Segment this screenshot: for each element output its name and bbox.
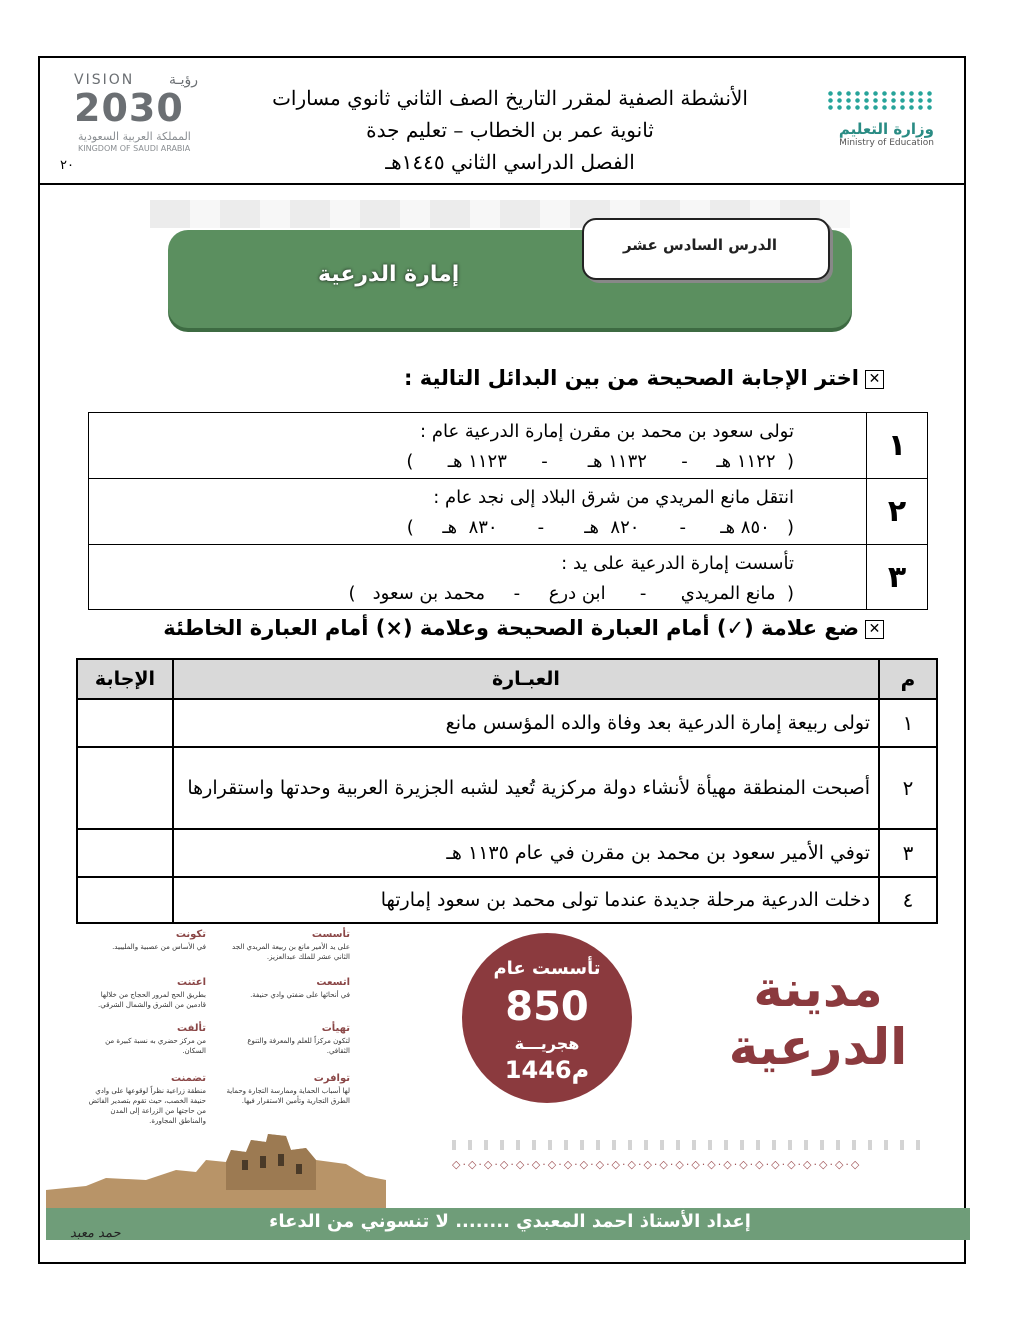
- question-options: ( مانع المريدي - ابن درع - محمد بن سعود ): [348, 583, 794, 604]
- info-item: [86, 930, 206, 978]
- question-cell: [89, 545, 867, 610]
- answer-cell[interactable]: [77, 747, 173, 829]
- col-header-statement: العبـارة: [173, 659, 879, 699]
- tf-heading: [163, 616, 884, 640]
- info-title: تأسست: [311, 929, 350, 940]
- tf-table: [76, 658, 938, 924]
- circle-year: 850: [505, 984, 589, 1030]
- tf-heading-text: ضع علامة (✓) أمام العبارة الصحيحة وعلامة (×) أمام العبارة الخاطئة: [163, 616, 859, 640]
- info-title: تألفت: [176, 1023, 206, 1034]
- info-item: [224, 1074, 350, 1106]
- col-header-answer: الإجابة: [77, 659, 173, 699]
- statement-text: أصبحت المنطقة مهيأة لأنشاء دولة مركزية تُعيد لشبه الجزيرة العربية وحدتها واستقرارها: [173, 747, 879, 829]
- info-text: من مركز حضري به نسبة كبيرة من السكان.: [105, 1037, 206, 1055]
- page-number: ٢٠: [60, 158, 74, 173]
- info-item: [224, 1024, 350, 1074]
- row-number: ٣: [879, 829, 937, 877]
- decorative-pattern-icon: ◇·◇·◇·◇·◇·◇·◇·◇·◇·◇·◇·◇·◇·◇·◇·◇·◇·◇·◇·◇·◇·◇·◇·◇·◇·◇: [452, 1158, 862, 1171]
- info-title: تهيأت: [321, 1023, 350, 1034]
- question-number: ١: [867, 413, 928, 479]
- ministry-english: Ministry of Education: [839, 138, 934, 148]
- answer-cell[interactable]: [77, 829, 173, 877]
- info-item: [224, 978, 350, 1024]
- table-row: [77, 747, 937, 829]
- info-text: لتكون مركزاً للعلم والمعرفة والتنوع الثقافي.: [247, 1037, 350, 1055]
- circle-line-3: هجريـــة: [514, 1034, 580, 1053]
- vision-kingdom-ar: المملكة العربية السعودية: [78, 130, 191, 143]
- info-title: اعتنت: [176, 977, 206, 988]
- question-text: تأسست إمارة الدرعية على يد :: [561, 553, 794, 574]
- info-text: منطقة زراعية نظراً لوقوعها على وادي حنيفة الخصب، حيث تقوم بتصدير الفائض من حاجتها من الزراعة إلى المدن والمناطق المجاورة.: [88, 1087, 206, 1125]
- table-row: [89, 479, 928, 545]
- decorative-pattern-top: [452, 1140, 920, 1150]
- circle-line-1: تأسست عام: [493, 958, 601, 979]
- ministry-logo: [818, 90, 938, 150]
- vision-year: 2030: [74, 86, 184, 130]
- question-number: ٢: [867, 479, 928, 545]
- info-text: بطريق الحج لمرور الحجاج من خلالها قادمين من الشرق والشمال الشرقي.: [98, 991, 206, 1009]
- question-cell: [89, 413, 867, 479]
- header-text: [230, 82, 790, 178]
- statement-text: دخلت الدرعية مرحلة جديدة عندما تولى محمد بن سعود إمارتها: [173, 877, 879, 923]
- info-text: لها أسباب الحماية وممارسة التجارة وحماية الطرق التجارية وتأمين الاستقرار فيها.: [226, 1087, 350, 1105]
- lesson-number: الدرس السادس عشر: [622, 236, 778, 254]
- col-header-num: م: [879, 659, 937, 699]
- question-options: ( ١١٢٢ هـ - ١١٣٢ هـ - ١١٢٣ هـ ): [406, 451, 794, 472]
- info-title: تكونت: [175, 929, 206, 940]
- vision-arabic: رؤيـة: [168, 72, 198, 88]
- row-number: ٤: [879, 877, 937, 923]
- info-text: في الأساس من عصبية والمليبيد.: [112, 943, 206, 951]
- vision-2030-logo: [74, 72, 204, 156]
- answer-cell[interactable]: [77, 699, 173, 747]
- ruins-illustration: [46, 1120, 386, 1210]
- question-options: ( ٨٥٠ هـ - ٨٢٠ هـ - ٨٣٠ هـ ): [406, 517, 794, 538]
- checkbox-icon: ✕: [865, 370, 884, 389]
- info-item: [86, 1074, 206, 1126]
- ministry-dots-icon: [826, 90, 934, 112]
- info-right-column: [224, 930, 350, 1106]
- header-line-1: الأنشطة الصفية لمقرر التاريخ الصف الثاني ثانوي مسارات: [272, 86, 748, 110]
- question-number: ٣: [867, 545, 928, 610]
- mcq-heading: [404, 366, 884, 390]
- table-header-row: [77, 659, 937, 699]
- info-title: تضمنت: [171, 1073, 206, 1084]
- info-title: توافرت: [313, 1073, 350, 1084]
- table-row: [77, 699, 937, 747]
- header-line-2: ثانوية عمر بن الخطاب – تعليم جدة: [366, 118, 654, 142]
- table-row: [77, 829, 937, 877]
- footer-text: إعداد الأستاذ احمد المعبدي ........ لا تنسوني من الدعاء: [269, 1211, 751, 1232]
- signature: حمد معبد: [70, 1226, 121, 1241]
- vision-kingdom-en: KINGDOM OF SAUDI ARABIA: [78, 144, 191, 153]
- ministry-arabic: وزارة التعليم: [838, 120, 934, 138]
- answer-cell[interactable]: [77, 877, 173, 923]
- city-title: مدينة الدرعية: [728, 960, 908, 1076]
- question-text: انتقل مانع المريدي من شرق البلاد إلى نجد عام :: [433, 487, 794, 508]
- info-item: [86, 1024, 206, 1074]
- checkbox-icon: ✕: [865, 620, 884, 639]
- statement-text: توفي الأمير سعود بن محمد بن مقرن في عام ١١٣٥ هـ: [173, 829, 879, 877]
- info-title: اتسعت: [316, 977, 350, 988]
- vision-word: VISION: [74, 72, 135, 88]
- row-number: ١: [879, 699, 937, 747]
- table-row: [77, 877, 937, 923]
- question-cell: [89, 479, 867, 545]
- table-row: [89, 545, 928, 610]
- lesson-title: إمارة الدرعية: [318, 262, 460, 287]
- info-text: في أنحائها على ضفتي وادي حنيفة.: [250, 991, 350, 999]
- circle-line-4: 1446م: [504, 1056, 590, 1084]
- info-item: [86, 978, 206, 1024]
- info-left-column: [86, 930, 206, 1126]
- info-item: [224, 930, 350, 978]
- row-number: ٢: [879, 747, 937, 829]
- table-row: [89, 413, 928, 479]
- question-text: تولى سعود بن محمد بن مقرن إمارة الدرعية عام :: [420, 421, 794, 442]
- mcq-heading-text: اختر الإجابة الصحيحة من بين البدائل التالية :: [404, 366, 859, 390]
- info-text: على يد الأمير مانع بن ربيعة المريدي الجد الثاني عشر للملك عبدالعزيز.: [232, 943, 350, 961]
- header-line-3: الفصل الدراسي الثاني ١٤٤٥هـ: [385, 150, 635, 174]
- header-divider: [38, 183, 966, 185]
- statement-text: تولى ربيعة إمارة الدرعية بعد وفاة والده المؤسس مانع: [173, 699, 879, 747]
- mcq-table: [88, 412, 928, 610]
